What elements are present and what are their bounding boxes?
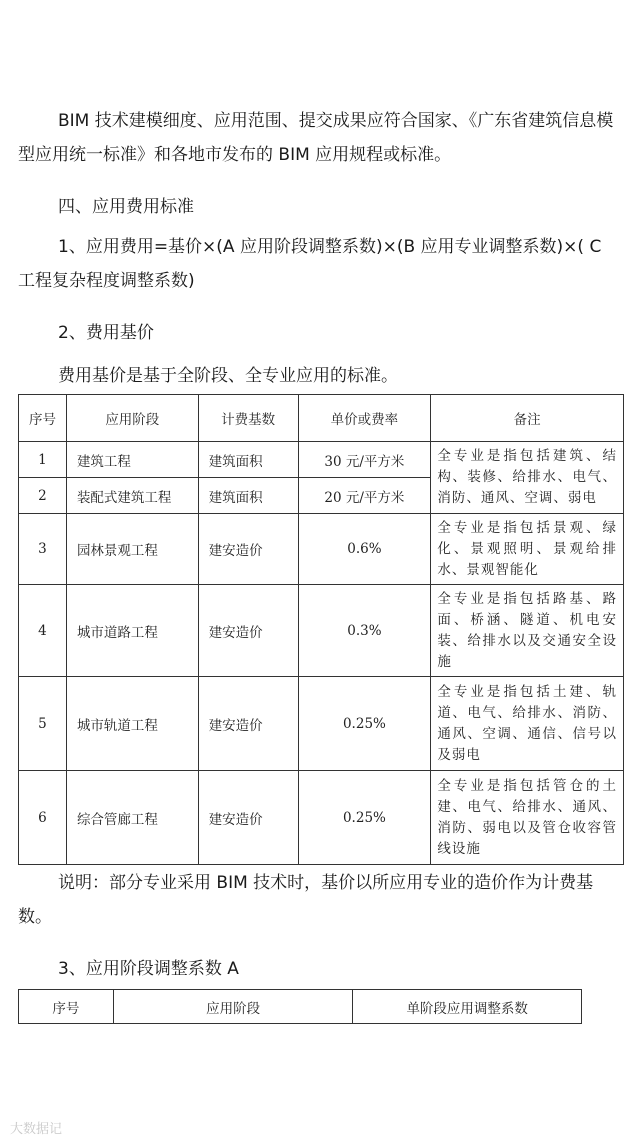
row-price: 0.3% xyxy=(298,585,431,677)
row-note: 全专业是指包括建筑、结构、装修、给排水、电气、消防、通风、空调、弱电 xyxy=(431,442,624,514)
row-price: 0.25% xyxy=(298,771,431,865)
row-price: 0.25% xyxy=(298,677,431,771)
row-stage: 建筑工程 xyxy=(66,442,198,478)
row-stage: 城市道路工程 xyxy=(66,585,198,677)
row-index: 2 xyxy=(19,478,67,514)
row-stage: 综合管廊工程 xyxy=(66,771,198,865)
row-base: 建安造价 xyxy=(198,585,298,677)
column-header: 计费基数 xyxy=(198,395,298,442)
table-header-row xyxy=(19,990,582,1024)
row-note: 全专业是指包括管仓的土建、电气、给排水、通风、消防、弱电以及管仓收容管线设施 xyxy=(431,771,624,865)
table-row xyxy=(19,677,624,771)
table-row xyxy=(19,442,624,478)
subheading-base-price: 2、费用基价 xyxy=(58,323,154,343)
table-header-row xyxy=(19,395,624,442)
table-row xyxy=(19,585,624,677)
row-index: 4 xyxy=(19,585,67,677)
row-index: 5 xyxy=(19,677,67,771)
paragraph-bim-standard: BIM 技术建模细度、应用范围、提交成果应符合国家、《广东省建筑信息模型应用统一标准》和各地市发布的 BIM 应用规程或标准。 xyxy=(18,111,614,165)
row-base: 建安造价 xyxy=(198,514,298,585)
row-index: 1 xyxy=(19,442,67,478)
paragraph-note: 说明：部分专业采用 BIM 技术时，基价以所应用专业的造价作为计费基数。 xyxy=(18,873,594,927)
column-header: 序号 xyxy=(19,395,67,442)
fee-table xyxy=(18,394,624,865)
table-row xyxy=(19,771,624,865)
row-base: 建筑面积 xyxy=(198,478,298,514)
row-stage: 城市轨道工程 xyxy=(66,677,198,771)
paragraph-fee-formula: 1、应用费用=基价×(A 应用阶段调整系数)×(B 应用专业调整系数)×( C 工程复杂程度调整系数) xyxy=(18,237,602,291)
row-index: 6 xyxy=(19,771,67,865)
row-price: 0.6% xyxy=(298,514,431,585)
row-base: 建安造价 xyxy=(198,771,298,865)
coefficient-table xyxy=(18,989,582,1024)
paragraph-base-price-desc: 费用基价是基于全阶段、全专业应用的标准。 xyxy=(58,366,398,386)
row-price: 30 元/平方米 xyxy=(298,442,431,478)
row-base: 建安造价 xyxy=(198,677,298,771)
column-header: 单价或费率 xyxy=(298,395,431,442)
table-row xyxy=(19,514,624,585)
row-base: 建筑面积 xyxy=(198,442,298,478)
section-heading-fee-standard: 四、应用费用标准 xyxy=(58,197,194,217)
row-note: 全专业是指包括土建、轨道、电气、给排水、消防、通风、空调、通信、信号以及弱电 xyxy=(431,677,624,771)
row-note: 全专业是指包括路基、路面、桥涵、隧道、机电安装、给排水以及交通安全设施 xyxy=(431,585,624,677)
column-header: 序号 xyxy=(19,990,114,1024)
column-header: 单阶段应用调整系数 xyxy=(353,990,582,1024)
row-stage: 装配式建筑工程 xyxy=(66,478,198,514)
subheading-stage-coefficient: 3、应用阶段调整系数 A xyxy=(58,959,239,979)
row-price: 20 元/平方米 xyxy=(298,478,431,514)
watermark: 大数据记 xyxy=(10,1122,63,1137)
column-header: 备注 xyxy=(431,395,624,442)
column-header: 应用阶段 xyxy=(113,990,353,1024)
row-note: 全专业是指包括景观、绿化、景观照明、景观给排水、景观智能化 xyxy=(431,514,624,585)
column-header: 应用阶段 xyxy=(66,395,198,442)
row-index: 3 xyxy=(19,514,67,585)
row-stage: 园林景观工程 xyxy=(66,514,198,585)
